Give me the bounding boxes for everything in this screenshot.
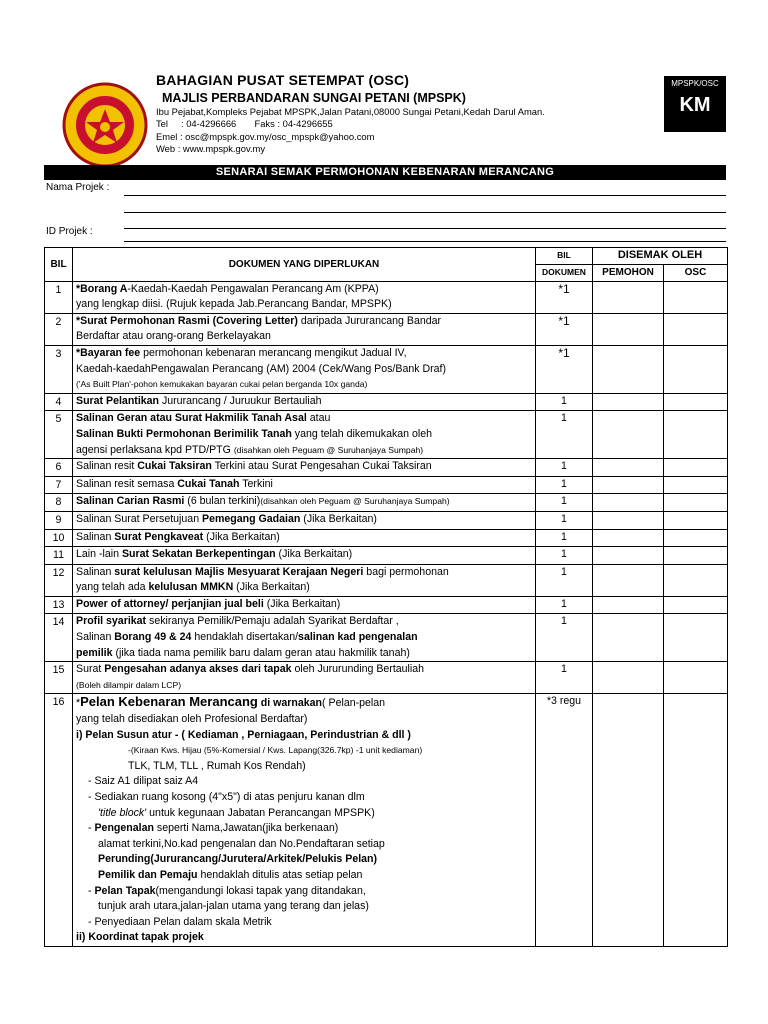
description-text: Borang 49 & 24 [114,631,192,644]
description-text: (6 bulan terkini) [184,495,261,508]
document-description [73,614,536,662]
description-line [76,630,532,646]
description-line [76,712,532,728]
description-text: - Penyediaan Pelan dalam skala Metrik [88,915,272,928]
row-number: 7 [45,476,73,494]
description-text: - [88,884,95,897]
document-count: 1 [536,564,593,596]
table-row [45,393,728,411]
osc-check-cell[interactable] [664,547,728,565]
description-line [76,614,532,630]
checklist-rows [45,281,728,946]
row-number: 8 [45,494,73,512]
document-count: 1 [536,494,593,512]
description-line [76,565,532,581]
osc-check-cell[interactable] [664,345,728,393]
document-description [73,494,536,512]
address-line: Ibu Pejabat,Kompleks Pejabat MPSPK,Jalan Patani,08000 Sungai Petani,Kedah Darul Aman. [156,106,545,117]
row-number: 6 [45,459,73,477]
document-description [73,411,536,459]
document-description [73,476,536,494]
description-text: Surat Pelantikan [76,394,160,407]
department-title: BAHAGIAN PUSAT SETEMPAT (OSC) [156,72,410,88]
document-description [73,345,536,393]
document-description [73,511,536,529]
osc-check-cell[interactable] [664,494,728,512]
description-text: (mengandungi lokasi tapak yang ditandakan, [155,884,366,897]
description-text: Terkini atau Surat Pengesahan Cukai Taksiran [211,460,432,473]
table-row [45,411,728,459]
col-header-disemak-oleh: DISEMAK OLEH [593,248,728,265]
description-line [76,852,532,868]
row-number: 10 [45,529,73,547]
pemohon-check-cell[interactable] [593,694,664,947]
description-text: TLK, TLM, TLL , Rumah Kos Rendah) [128,759,306,772]
col-header-bil-dokumen-top: BIL [536,248,593,265]
table-row [45,345,728,393]
id-projek-line-2[interactable] [124,241,726,242]
description-text: bagi permohonan [363,565,449,578]
row-number: 4 [45,393,73,411]
osc-check-cell[interactable] [664,529,728,547]
document-description [73,393,536,411]
osc-check-cell[interactable] [664,313,728,345]
document-count: 1 [536,596,593,614]
description-text: Terkini [239,477,273,490]
description-line [76,774,532,790]
description-text: Cukai Tanah [177,477,240,490]
description-line [76,899,532,915]
description-text: alamat terkini,No.kad pengenalan dan No.Pendaftaran setiap [98,837,385,850]
pemohon-check-cell[interactable] [593,494,664,512]
description-line [76,377,532,393]
description-line [76,930,532,946]
form-code-small: MPSPK/OSC [671,79,719,88]
council-name: MAJLIS PERBANDARAN SUNGAI PETANI (MPSPK) [162,91,466,105]
description-text: (Jika Berkaitan) [263,597,341,610]
table-row [45,281,728,313]
row-number: 9 [45,511,73,529]
document-count: 1 [536,547,593,565]
description-line [76,314,532,330]
row-number: 3 [45,345,73,393]
table-row [45,547,728,565]
description-text: Jururancang / Juruukur Bertauliah [159,394,322,407]
row-number: 2 [45,313,73,345]
description-line [76,646,532,662]
description-text: Pemegang Gadaian [202,512,301,525]
document-description [73,662,536,694]
description-text: Salinan Geran atau Surat Hakmilik Tanah Asal [76,412,307,425]
document-description [73,694,536,947]
description-text: di warnakan [257,697,323,710]
description-text: Salinan [76,631,115,644]
description-text: Pelan Tapak [94,884,156,897]
document-count: 1 [536,511,593,529]
checklist-table [44,247,728,947]
description-text: -(Kiraan Kws. Hijau (5%-Komersial / Kws. Lapang(326.7kp) -1 unit kediaman) [128,745,423,756]
description-text: 'title block' [98,806,147,819]
osc-check-cell[interactable] [664,662,728,694]
description-text: ii) Koordinat tapak projek [76,931,204,944]
description-line [76,662,532,678]
description-line [76,394,532,410]
description-text: (Jika Berkaitan) [300,512,377,525]
form-title-bar: SENARAI SEMAK PERMOHONAN KEBENARAN MERANCANG [44,165,726,180]
row-number: 12 [45,564,73,596]
description-text: Surat Sekatan Berkepentingan [121,548,276,561]
col-header-osc: OSC [664,265,728,282]
document-count: 1 [536,393,593,411]
document-count: *1 [536,281,593,313]
description-text: yang lengkap diisi. (Rujuk kepada Jab.Perancang Bandar, MPSPK) [76,298,392,311]
web-line: Web : www.mpspk.gov.my [156,143,266,154]
description-text: Surat [76,663,105,676]
description-text: Lain -lain [76,548,122,561]
description-text: Salinan Bukti Permohonan Berimilik Tanah [76,427,292,440]
document-description [73,281,536,313]
description-text: seperti Nama,Jawatan(jika berkenaan) [153,822,339,835]
row-number: 15 [45,662,73,694]
document-count: *1 [536,313,593,345]
description-text: agensi perlaksana kpd PTD/PTG [76,443,234,456]
description-text: Profil syarikat [76,615,147,628]
description-line [76,282,532,298]
osc-check-cell[interactable] [664,281,728,313]
pemohon-check-cell[interactable] [593,393,664,411]
description-line [76,678,532,694]
osc-check-cell[interactable] [664,564,728,596]
description-line [76,580,532,596]
pemohon-check-cell[interactable] [593,281,664,313]
table-row [45,476,728,494]
table-row [45,694,728,947]
nama-projek-line-1[interactable] [124,195,726,196]
pemohon-check-cell[interactable] [593,564,664,596]
description-text: (Jika Berkaitan) [203,530,280,543]
col-header-bil: BIL [45,248,73,282]
description-line [76,597,532,613]
description-text: hendaklah disertakan/ [191,631,299,644]
description-line [76,806,532,822]
pemohon-check-cell[interactable] [593,345,664,393]
osc-check-cell[interactable] [664,393,728,411]
description-line [76,790,532,806]
mpspk-logo [62,82,148,168]
description-text: tunjuk arah utara,jalan-jalan utama yang terang dan jelas) [98,900,369,913]
nama-projek-label: Nama Projek : [46,182,110,193]
table-row [45,529,728,547]
osc-check-cell[interactable] [664,596,728,614]
document-count: *1 [536,345,593,393]
description-line [76,868,532,884]
nama-projek-line-2[interactable] [124,212,726,213]
description-text: (Jika Berkaitan) [233,581,310,594]
description-text: *Bayaran fee [76,346,141,359]
description-text: (Jika Berkaitan) [275,548,353,561]
description-text: atau [306,412,331,425]
description-text: Surat Pengkaveat [114,530,204,543]
description-text: Salinan resit semasa [76,477,178,490]
description-text: -Kaedah-Kaedah Pengawalan Perancang Am (KPPA) [127,282,379,295]
description-text: hendaklah ditulis atas setiap pelan [197,868,363,881]
description-text: sekiranya Pemilik/Pemaju adalah Syarikat Berdaftar , [146,615,399,628]
pemohon-check-cell[interactable] [593,547,664,565]
document-description [73,547,536,565]
document-description [73,313,536,345]
row-number: 5 [45,411,73,459]
description-line [76,362,532,378]
description-text: i) Pelan Susun atur - ( Kediaman , Perniagaan, Perindustrian & dll ) [76,728,411,741]
description-text: kelulusan MMKN [148,581,234,594]
osc-check-cell[interactable] [664,511,728,529]
osc-check-cell[interactable] [664,459,728,477]
description-line [76,443,532,459]
description-text: Perunding(Jururancang/Jurutera/Arkitek/Pelukis Pelan) [98,853,378,866]
pemohon-check-cell[interactable] [593,313,664,345]
pemohon-check-cell[interactable] [593,596,664,614]
description-line [76,512,532,528]
description-text: Pengenalan [94,822,154,835]
description-text: Salinan Surat Persetujuan [76,512,203,525]
description-text: Salinan resit [76,460,138,473]
row-number: 1 [45,281,73,313]
description-text: Pengesahan adanya akses dari tapak [104,663,292,676]
osc-check-cell[interactable] [664,614,728,662]
id-projek-label: ID Projek : [46,226,93,237]
document-count: 1 [536,411,593,459]
description-text: oleh Jururunding Bertauliah [291,663,425,676]
description-line [76,547,532,563]
description-line [76,743,532,759]
col-header-bil-dokumen-bottom: DOKUMEN [536,265,593,282]
description-line [76,728,532,744]
osc-check-cell[interactable] [664,476,728,494]
row-number: 13 [45,596,73,614]
form-code-big: KM [679,94,711,116]
osc-check-cell[interactable] [664,694,728,947]
description-text: Power of attorney/ perjanjian jual beli [76,597,264,610]
description-line [76,459,532,475]
description-text: Berdaftar atau orang-orang Berkelayakan [76,330,271,343]
description-text: Pemilik dan Pemaju [98,868,198,881]
description-text: (jika tiada nama pemilik baru dalam geran atau hakmilik tanah) [112,646,410,659]
pemohon-check-cell[interactable] [593,459,664,477]
email-line: Emel : osc@mpspk.gov.my/osc_mpspk@yahoo.com [156,131,375,142]
row-number: 14 [45,614,73,662]
description-text: ( Pelan-pelan [322,697,386,710]
table-row [45,662,728,694]
table-row [45,564,728,596]
description-line [76,477,532,493]
description-text: Cukai Taksiran [137,460,212,473]
description-text: *Borang A [76,282,128,295]
table-row [45,614,728,662]
description-line [76,297,532,313]
description-text: Kaedah-kaedahPengawalan Perancang (AM) 2004 (Cek/Wang Pos/Bank Draf) [76,362,447,375]
description-line [76,837,532,853]
table-row [45,313,728,345]
description-text: - [88,822,95,835]
document-count: 1 [536,529,593,547]
description-text: Salinan [76,565,115,578]
table-row [45,596,728,614]
description-text: (Boleh dilampir dalam LCP) [76,679,182,690]
description-line [76,346,532,362]
osc-check-cell[interactable] [664,411,728,459]
pemohon-check-cell[interactable] [593,411,664,459]
description-line [76,884,532,900]
document-description [73,529,536,547]
description-text: daripada Jururancang Bandar [297,314,442,327]
description-text: *Surat Permohonan Rasmi (Covering Letter) [76,314,298,327]
description-line [76,915,532,931]
description-text: yang telah dikemukakan oleh [291,427,433,440]
document-count: 1 [536,614,593,662]
description-text: yang telah disediakan oleh Profesional Berdaftar) [76,713,308,726]
id-projek-line-1[interactable] [124,228,726,229]
description-text: untuk kegunaan Jabatan Perancangan MPSPK) [146,806,375,819]
table-row [45,494,728,512]
description-line [76,329,532,345]
tel-fax-line: Tel : 04-4296666 Faks : 04-4296655 [156,118,333,129]
description-text: Salinan [76,530,115,543]
table-row [45,459,728,477]
description-text: (disahkan oleh Peguam @ Suruhanjaya Sumpah) [260,496,450,507]
description-text: yang telah ada [76,581,149,594]
description-line [76,694,532,712]
description-text: * [76,697,81,710]
document-description [73,459,536,477]
document-description [73,596,536,614]
row-number: 11 [45,547,73,565]
description-text: (disahkan oleh Peguam @ Suruhanjaya Sumpah) [233,444,424,455]
description-line [76,530,532,546]
document-count: 1 [536,459,593,477]
col-header-dokumen: DOKUMEN YANG DIPERLUKAN [73,248,536,282]
description-text: surat kelulusan Majlis Mesyuarat Kerajaan Negeri [114,565,364,578]
document-description [73,564,536,596]
row-number: 16 [45,694,73,947]
form-code-box [664,76,726,132]
col-header-pemohon: PEMOHON [593,265,664,282]
document-count: 1 [536,476,593,494]
table-row [45,511,728,529]
pemohon-check-cell[interactable] [593,662,664,694]
pemohon-check-cell[interactable] [593,614,664,662]
description-line [76,411,532,427]
description-text: - Saiz A1 dilipat saiz A4 [88,775,199,788]
document-count: 1 [536,662,593,694]
description-line [76,821,532,837]
document-count: *3 regu [536,694,593,947]
pemohon-check-cell[interactable] [593,476,664,494]
description-text: ('As Built Plan'-pohon kemukakan bayaran cukai pelan berganda 10x ganda) [76,379,368,390]
description-text: permohonan kebenaran merancang mengikut Jadual IV, [140,346,407,359]
description-line [76,494,532,510]
pemohon-check-cell[interactable] [593,529,664,547]
description-text: - Sediakan ruang kosong (4"x5") di atas penjuru kanan dlm [88,791,365,803]
description-text: pemilik [76,646,113,659]
description-text: Pelan Kebenaran Merancang [80,694,258,710]
description-text: salinan kad pengenalan [298,631,418,644]
description-line [76,759,532,775]
description-text: Salinan Carian Rasmi [76,495,185,508]
pemohon-check-cell[interactable] [593,511,664,529]
description-line [76,427,532,443]
